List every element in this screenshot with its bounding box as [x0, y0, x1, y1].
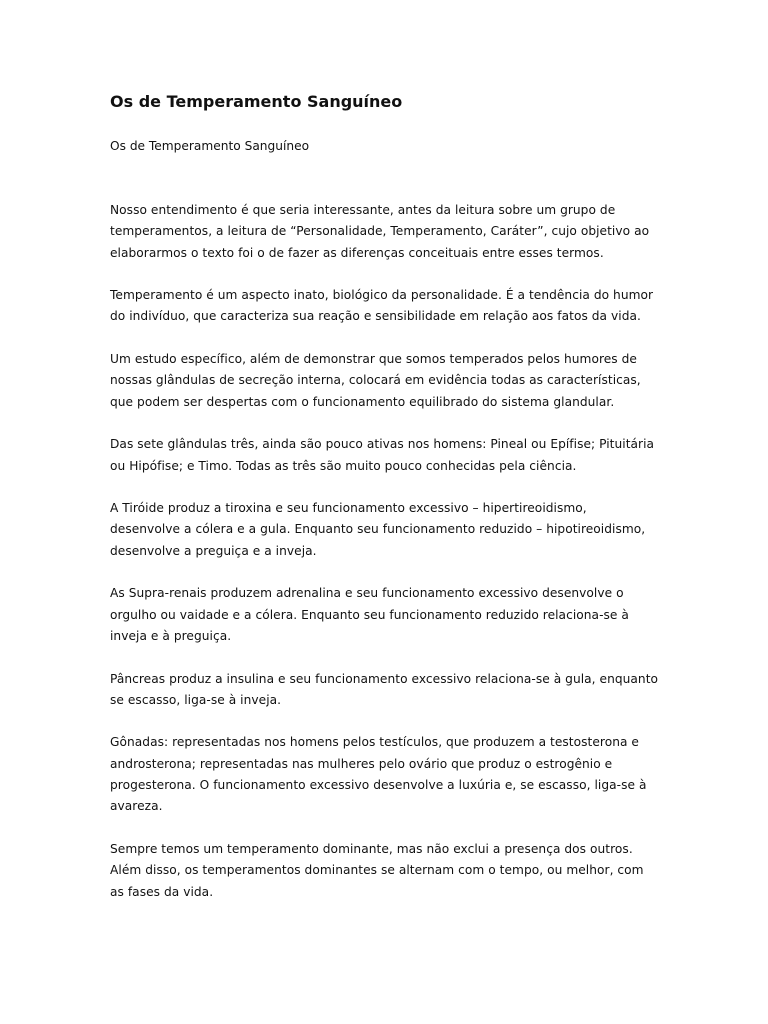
paragraph-5: A Tiróide produz a tiroxina e seu funcionamento excessivo – hipertireoidismo, desenvolve a cólera e a gula. Enquanto seu funcionamento reduzido – hipotireoidismo, desenvolve a preguiça e a inveja. [110, 501, 646, 558]
paragraph-8: Gônadas: representadas nos homens pelos testículos, que produzem a testosterona e androsterona; representadas nas mulheres pelo ovário que produz o estrogênio e progesterona. O funcionamento excessivo desenvolve a luxúria e, se escasso, liga-se à avareza. [110, 735, 647, 814]
page-title: Os de Temperamento Sanguíneo [110, 92, 403, 111]
paragraph-6: As Supra-renais produzem adrenalina e seu funcionamento excessivo desenvolve o orgulho ou vaidade e a cólera. Enquanto seu funcionamento reduzido relaciona-se à inveja e à preguiça. [110, 586, 629, 643]
paragraph-7: Pâncreas produz a insulina e seu funcionamento excessivo relaciona-se à gula, enquanto se escasso, liga-se à inveja. [110, 671, 659, 707]
paragraph-1: Nosso entendimento é que seria interessante, antes da leitura sobre um grupo de temperamentos, a leitura de “Personalidade, Temperamento, Caráter”, cujo objetivo ao elaborarmos o texto foi o de fazer as diferenças conceituais entre esses termos. [110, 203, 650, 260]
page-subtitle: Os de Temperamento Sanguíneo [110, 139, 310, 153]
paragraph-2: Temperamento é um aspecto inato, biológico da personalidade. É a tendência do humor do indivíduo, que caracteriza sua reação e sensibilidade em relação aos fatos da vida. [110, 288, 654, 324]
document-page [110, 90, 660, 899]
document-body [110, 200, 660, 924]
paragraph-4: Das sete glândulas três, ainda são pouco ativas nos homens: Pineal ou Epífise; Pituitária ou Hipófise; e Timo. Todas as três são muito pouco conhecidas pela ciência. [110, 437, 655, 473]
paragraph-9: Sempre temos um temperamento dominante, mas não exclui a presença dos outros. Além disso, os temperamentos dominantes se alternam com o tempo, ou melhor, com as fases da vida. [110, 841, 644, 899]
paragraph-3: Um estudo específico, além de demonstrar que somos temperados pelos humores de nossas glândulas de secreção interna, colocará em evidência todas as características, que podem ser despertas com o funcionamento equilibrado do sistema glandular. [110, 352, 641, 409]
